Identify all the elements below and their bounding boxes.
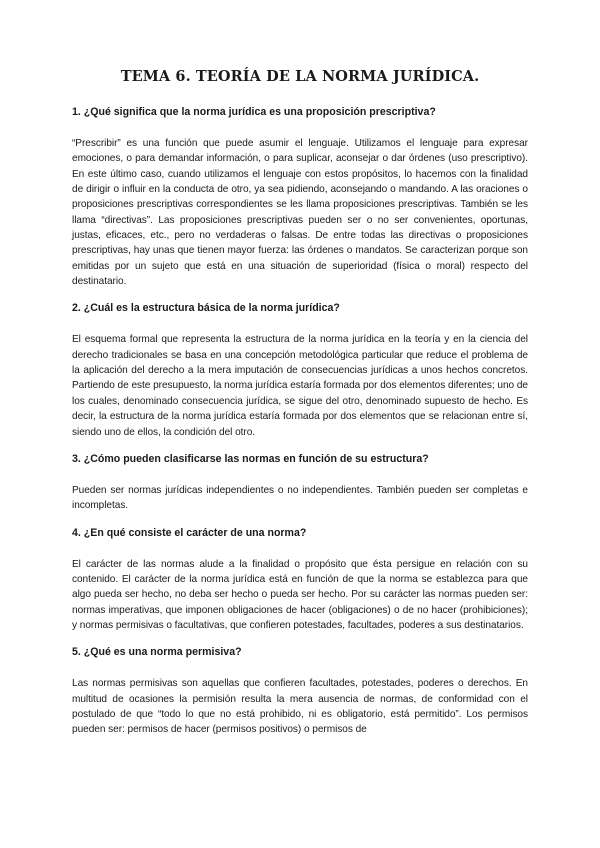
section-2-answer: El esquema formal que representa la estructura de la norma jurídica en la teoría y en la ciencia del derecho tradicionales se basa en una concepción metodológica particular que reduce el problema de la aplicación del derecho a la mera imputación de consecuencias jurídicas a unos hechos concretos. Partiendo de este presupuesto, la norma jurídica estaría formada por dos elementos diferentes; uno de los cuales, denominado consecuencia jurídica, se sigue del otro, denominado supuesto de hecho. Es decir, la estructura de la norma jurídica estaría formada por dos elementos que se relacionan entre sí, siendo uno de ellos, la condición del otro. [72, 334, 528, 438]
section-3-answer: Pueden ser normas jurídicas independientes o no independientes. También pueden ser completas e incompletas. [72, 484, 528, 512]
section-3-question: 3. ¿Cómo pueden clasificarse las normas en función de su estructura? [72, 452, 429, 465]
section-4-answer: El carácter de las normas alude a la finalidad o propósito que ésta persigue en relación con su contenido. El carácter de la norma jurídica está en función de que la norma se establezca para que algo pueda ser hecho, no deba ser hecho o pueda ser hecho. Por su carácter las normas pueden ser: normas imperativas, que imponen obligaciones de hacer (obligaciones) o de no hacer (prohibiciones); y normas permisivas o facultativas, que confieren potestades, facultades, poderes a sus destinatarios. [72, 558, 528, 631]
document-page [72, 68, 528, 750]
document-title: TEMA 6. TEORÍA DE LA NORMA JURÍDICA. [120, 68, 480, 85]
section-1-question: 1. ¿Qué significa que la norma jurídica es una proposición prescriptiva? [72, 106, 436, 118]
section-5-question: 5. ¿Qué es una norma permisiva? [72, 646, 242, 659]
section-4-question: 4. ¿En qué consiste el carácter de una norma? [72, 526, 307, 539]
section-5-answer: Las normas permisivas son aquellas que confieren facultades, potestades, poderes o derechos. En multitud de ocasiones la permisión resulta la mera ausencia de normas, de conformidad con el postulado de que “todo lo que no está prohibido, ni es obligatorio, está permitido”. Los permisos pueden ser: permisos de hacer (permisos positivos) o permisos de [72, 678, 528, 736]
section-1-answer: “Prescribir” es una función que puede asumir el lenguaje. Utilizamos el lenguaje para expresar emociones, o para demandar información, o para suplicar, aconsejar o dar órdenes (uso prescriptivo). En este último caso, cuando utilizamos el lenguaje con estos propósitos, lo hacemos con la finalidad de dirigir o influir en la conducta de otro, ya sea pidiendo, aconsejando o mandando. A las oraciones o proposiciones prescriptivas correspondientes se les llama proposiciones prescriptivas. También se les llama “directivas”. Las proposiciones prescriptivas pueden ser o no ser convenientes, oportunas, justas, eficaces, etc., pero no verdaderas o falsas. De entre todas las directivas o proposiciones prescriptivas, hay unas que tienen mayor fuerza: las órdenes o mandatos. Se caracterizan porque son emitidas por un sujeto que está en una situación de superioridad (física o moral) respecto del destinatario. [72, 138, 528, 288]
section-2-question: 2. ¿Cuál es la estructura básica de la norma jurídica? [72, 302, 340, 315]
